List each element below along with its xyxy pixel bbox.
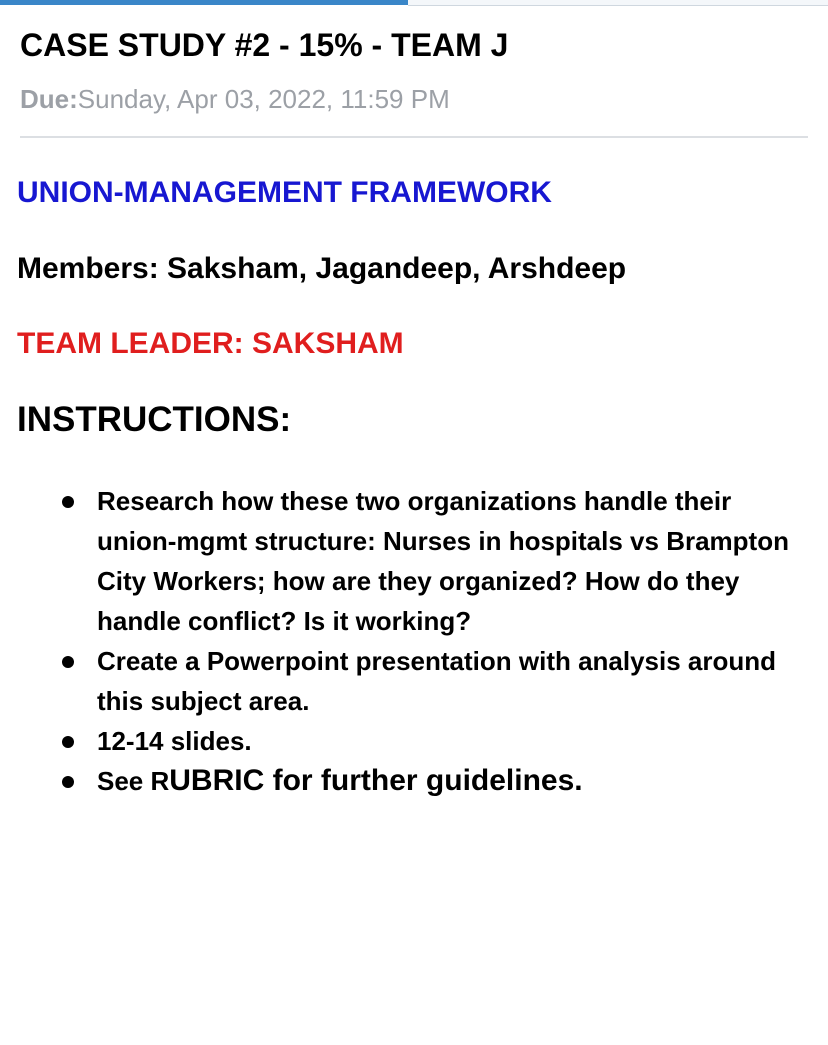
list-item	[17, 721, 807, 761]
toolbar-edge	[408, 0, 828, 6]
bullet-icon	[62, 496, 74, 508]
due-label: Due:	[20, 84, 78, 114]
list-item	[17, 481, 807, 641]
team-leader: TEAM LEADER: SAKSHAM	[17, 327, 404, 360]
bullet-icon	[62, 656, 74, 668]
page-load-progress-fill	[0, 0, 414, 5]
rubric-reference: UBRIC for further guidelines.	[169, 764, 583, 797]
assignment-header	[20, 25, 808, 115]
bullet-icon	[62, 736, 74, 748]
list-item-text-prefix: See R	[97, 766, 170, 796]
assignment-title: CASE STUDY #2 - 15% - TEAM J	[20, 27, 509, 63]
header-divider	[20, 136, 808, 138]
list-item-text: Create a Powerpoint presentation with analysis around this subject area.	[97, 646, 777, 716]
list-item-text: 12-14 slides.	[97, 726, 252, 756]
list-item	[17, 761, 807, 801]
list-item-text: Research how these two organizations handle their union-mgmt structure: Nurses in hospitals vs Brampton City Workers; how are they organized? How do they handle conflict? Is it working?	[97, 486, 789, 636]
framework-heading: UNION-MANAGEMENT FRAMEWORK	[17, 176, 552, 209]
due-date-line	[20, 83, 808, 115]
due-date-value: Sunday, Apr 03, 2022, 11:59 PM	[77, 84, 450, 114]
list-item	[17, 641, 807, 721]
team-members: Members: Saksham, Jagandeep, Arshdeep	[17, 252, 627, 285]
bullet-icon	[62, 776, 74, 788]
instructions-heading: INSTRUCTIONS:	[17, 400, 292, 439]
assignment-description	[17, 174, 817, 801]
instructions-list	[17, 481, 807, 801]
